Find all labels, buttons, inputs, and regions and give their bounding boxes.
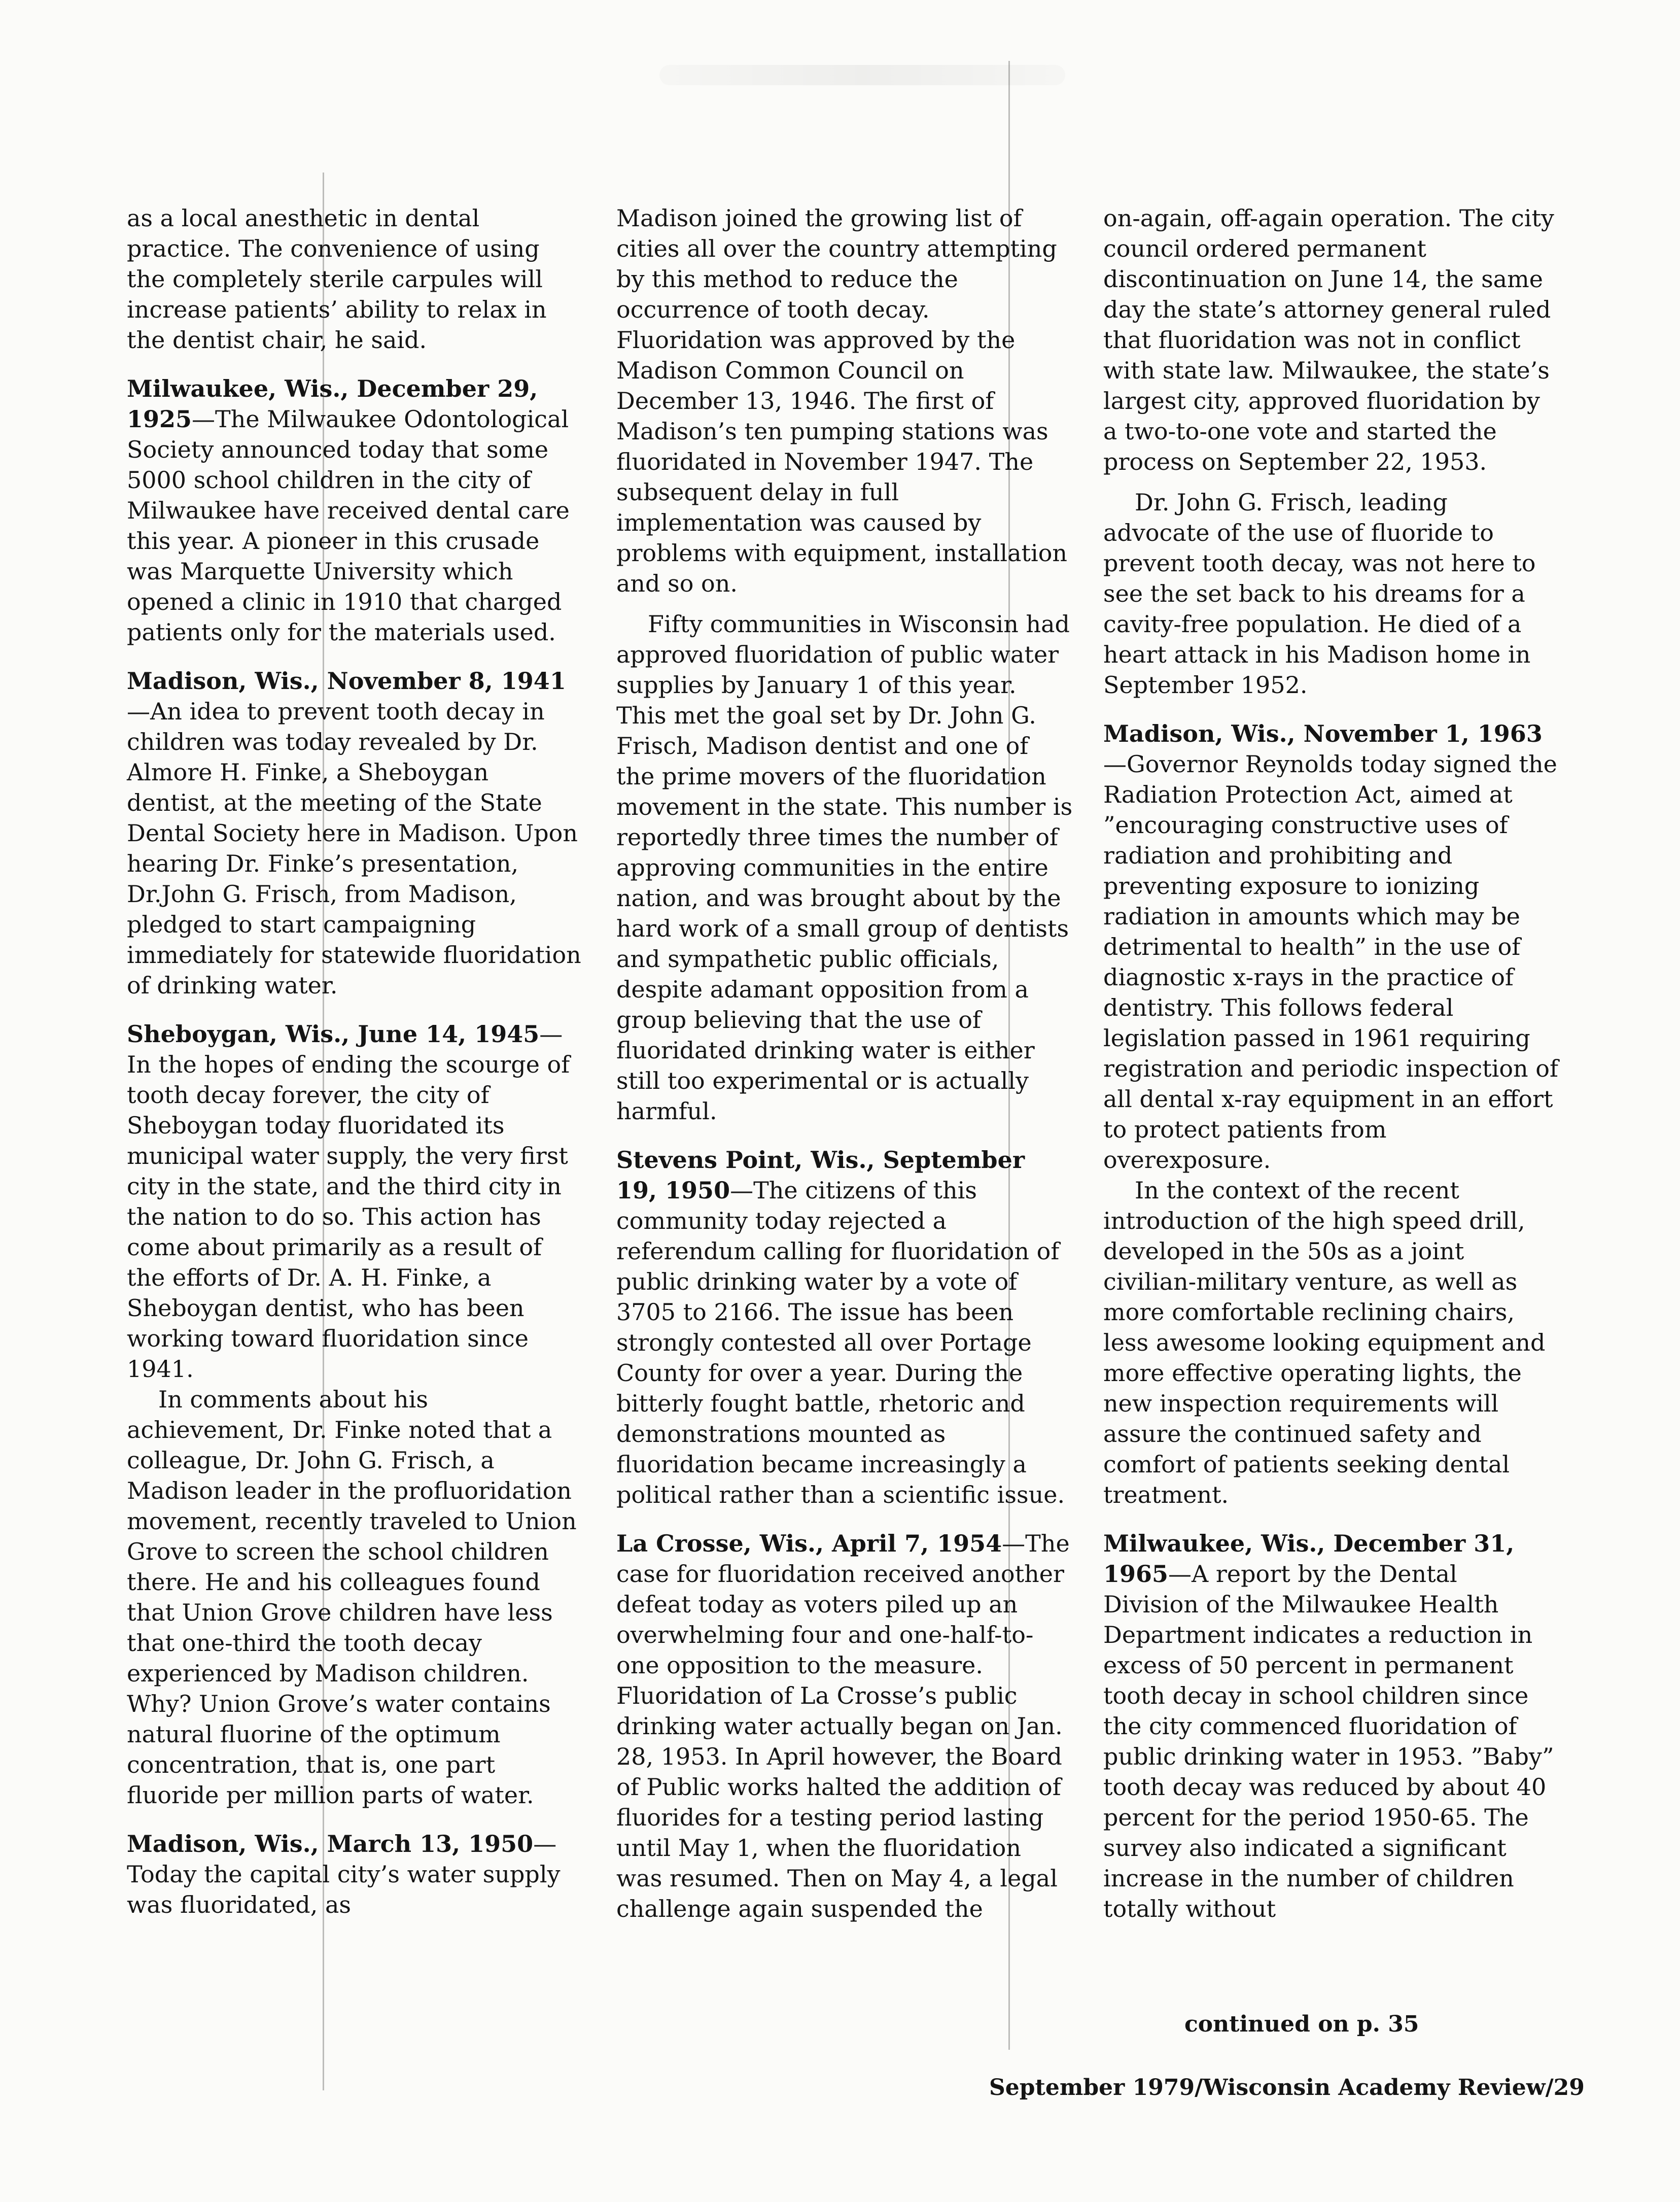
- entry-heading: Sheboygan, Wis., June 14, 1945: [127, 1020, 540, 1048]
- paragraph: on-again, off-again operation. The city council ordered permanent discontinuation on June 14, the same day the state’s attorney general ruled that fluoridation was not in conflict with state law. Milwaukee, the state’s largest city, approved fluoridation by a two-to-one vote and started the process on September 22, 1953.: [1103, 204, 1554, 475]
- entry-heading: Milwaukee, Wis., December 29, 1925: [127, 375, 538, 433]
- chronology-entry: [1103, 718, 1560, 1510]
- entry-body: —Today the capital city’s water supply was fluoridated, as: [127, 1830, 561, 1918]
- entry-heading: Madison, Wis., November 8, 1941: [127, 667, 566, 695]
- faint-show-through: [659, 65, 1065, 85]
- entry-text: [127, 1019, 583, 1384]
- paragraph: Madison joined the growing list of cities all over the country attempting by this method to reduce the occurrence of tooth decay. Fluoridation was approved by the Madison Common Council on December 13, 1946. The first of Madison’s ten pumping stations was fluoridated in November 1947. The subsequent delay in full implementation was caused by problems with equipment, installation and so on.: [616, 204, 1068, 597]
- column-2: [616, 203, 1073, 1942]
- entry-text: [127, 1829, 583, 1920]
- entry-heading: Madison, Wis., November 1, 1963: [1103, 720, 1543, 747]
- entry-body: —The citizens of this community today rejected a referendum calling for fluoridation of public drinking water by a vote of 3705 to 2166. The issue has been strongly contested all over Portage County for over a year. During the bitterly fought battle, rhetoric and demonstrations mounted as fluoridation became increasingly a political rather than a scientific issue.: [616, 1177, 1065, 1508]
- entry-text: [127, 373, 583, 647]
- column-3: [1103, 203, 1560, 1942]
- chronology-entry: [616, 1145, 1073, 1510]
- entry-continuation: In comments about his achievement, Dr. Finke noted that a colleague, Dr. John G. Frisch, a Madison leader in the profluoridation movement, recently traveled to Union Grove to screen the school children there. He and his colleagues found that Union Grove children have less that one-third the tooth decay experienced by Madison children. Why? Union Grove’s water contains natural fluorine of the optimum concentration, that is, one part fluoride per million parts of water.: [127, 1386, 577, 1809]
- entry-text: [616, 1145, 1073, 1510]
- entry-text: [1103, 1528, 1560, 1924]
- column-1: [127, 203, 583, 1938]
- chronology-entry: [127, 1019, 583, 1810]
- entry-text: [1103, 718, 1560, 1175]
- entry-body: —Governor Reynolds today signed the Radiation Protection Act, aimed at ”encouraging constructive uses of radiation and prohibiting and preventing exposure to ionizing radiation in amounts which may be detrimental to health” in the use of diagnostic x-rays in the practice of dentistry. This follows federal legislation passed in 1961 requiring registration and periodic inspection of all dental x-ray equipment in an effort to protect patients from overexposure.: [1103, 750, 1558, 1174]
- paragraph: Dr. John G. Frisch, leading advocate of the use of fluoride to prevent tooth decay, was not here to see the set back to his dreams for a cavity-free population. He died of a heart attack in his Madison home in September 1952.: [1103, 489, 1536, 699]
- chronology-entry: [1103, 1528, 1560, 1924]
- paragraph: Fifty communities in Wisconsin had approved fluoridation of public water supplies by January 1 of this year. This met the goal set by Dr. John G. Frisch, Madison dentist and one of the prime movers of the fluoridation movement in the state. This number is reportedly three times the number of approving communities in the entire nation, and was brought about by the hard work of a small group of dentists and sympathetic public officials, despite adamant opposition from a group believing that the use of fluoridated drinking water is either still too experimental or is actually harmful.: [616, 610, 1073, 1125]
- entry-body: —A report by the Dental Division of the Milwaukee Health Department indicates a reduction in excess of 50 percent in permanent tooth decay in school children since the city commenced fluoridation of public drinking water in 1953. ”Baby” tooth decay was reduced by about 40 percent for the period 1950-65. The survey also indicated a significant increase in the number of children totally without: [1103, 1560, 1554, 1922]
- entry-body: —The Milwaukee Odontological Society announced today that some 5000 school children in the city of Milwaukee have received dental care this year. A pioneer in this crusade was Marquette University which opened a clinic in 1910 that charged patients only for the materials used.: [127, 405, 570, 646]
- entry-heading: Stevens Point, Wis., September 19, 1950: [616, 1146, 1025, 1204]
- entry-heading: Milwaukee, Wis., December 31, 1965: [1103, 1530, 1515, 1588]
- continued-note: continued on p. 35: [1184, 2011, 1419, 2037]
- chronology-entry: [127, 1829, 583, 1920]
- entry-heading: La Crosse, Wis., April 7, 1954: [616, 1530, 1002, 1557]
- entry-heading: Madison, Wis., March 13, 1950: [127, 1830, 534, 1857]
- chronology-entry: [616, 1528, 1073, 1924]
- page-footer: September 1979/Wisconsin Academy Review/29: [989, 2075, 1585, 2101]
- paragraph: as a local anesthetic in dental practice. The convenience of using the completely sterile carpules will increase patients’ ability to relax in the dentist chair, he said.: [127, 204, 547, 354]
- entry-body: —The case for fluoridation received another defeat today as voters piled up an overwhelming four and one-half-to-one opposition to the measure. Fluoridation of La Crosse’s public drinking water actually began on Jan. 28, 1953. In April however, the Board of Public works halted the addition of fluorides for a testing period lasting until May 1, when the fluoridation was resumed. Then on May 4, a legal challenge again suspended the: [616, 1530, 1070, 1922]
- chronology-entry: [127, 373, 583, 647]
- chronology-entry: [127, 666, 583, 1001]
- entry-body: —In the hopes of ending the scourge of tooth decay forever, the city of Sheboygan today fluoridated its municipal water supply, the very first city in the state, and the third city in the nation to do so. This action has come about primarily as a result of the efforts of Dr. A. H. Finke, a Sheboygan dentist, who has been working toward fluoridation since 1941.: [127, 1020, 570, 1383]
- entry-body: —An idea to prevent tooth decay in children was today revealed by Dr. Almore H. Finke, a Sheboygan dentist, at the meeting of the State Dental Society here in Madison. Upon hearing Dr. Finke’s presentation, Dr.John G. Frisch, from Madison, pledged to start campaigning immediately for statewide fluoridation of drinking water.: [127, 698, 581, 999]
- entry-continuation: In the context of the recent introduction of the high speed drill, developed in the 50s as a joint civilian-military venture, as well as more comfortable reclining chairs, less awesome looking equipment and more effective operating lights, the new inspection requirements will assure the continued safety and comfort of patients seeking dental treatment.: [1103, 1177, 1546, 1508]
- entry-text: [127, 666, 583, 1001]
- entry-text: [616, 1528, 1073, 1924]
